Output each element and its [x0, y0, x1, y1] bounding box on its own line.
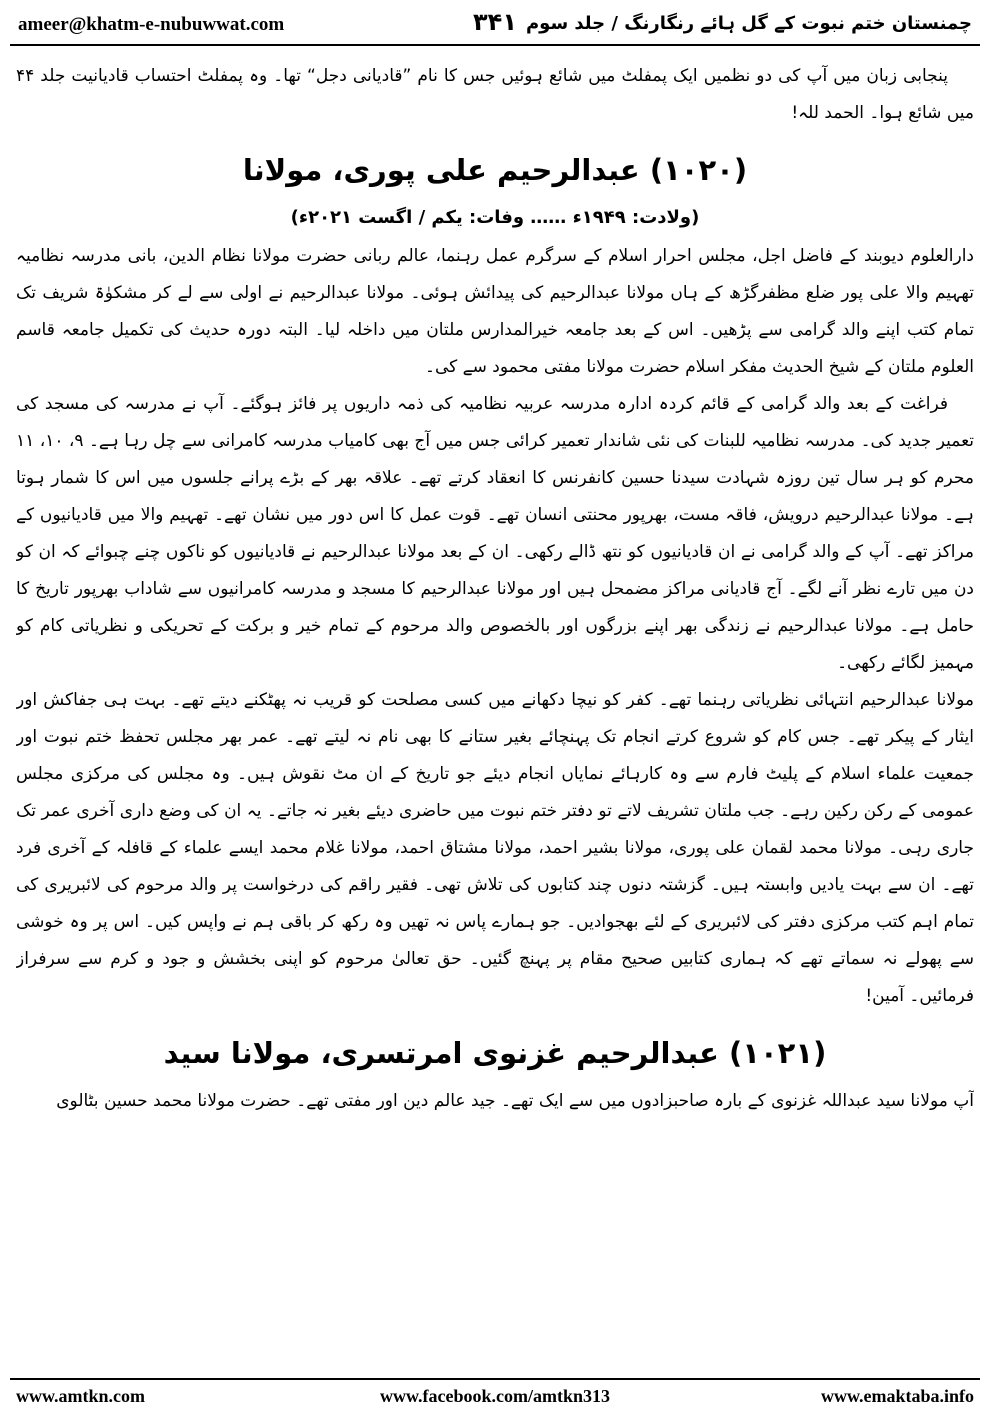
page-header [12, 6, 978, 42]
section-1020-dates: (ولادت: ۱۹۴۹ء …… وفات: یکم / اگست ۲۰۲۱ء) [290, 207, 700, 228]
header-divider [10, 44, 980, 46]
lead-paragraph: پنجابی زبان میں آپ کی دو نظمیں ایک پمفلٹ میں شائع ہوئیں جس کا نام ”قادیانی دجل“ تھا۔ وہ پمفلٹ احتساب قادیانیت جلد ۴۴ میں شائع ہوا۔ الحمد للہ! [16, 66, 974, 123]
section-1020-paragraph-2: فراغت کے بعد والد گرامی کے قائم کردہ ادارہ مدرسہ عربیہ نظامیہ کی ذمہ داریوں پر فائز ہوگئے۔ آپ نے مدرسہ کی مسجد کی تعمیر جدید کی۔ مدرسہ نظامیہ للبنات کی نئی شاندار تعمیر کرائی جس میں آج بھی کامیاب مدرسہ کامرانی سے چل رہا ہے۔ ۹، ۱۰، ۱۱ محرم کو ہر سال تین روزہ شہادت سیدنا حسین کانفرنس کا انعقاد کرتے تھے۔ علاقہ بھر کے بڑے پرانے جلسوں میں اس کا شمار ہوتا ہے۔ مولانا عبدالرحیم درویش، فاقہ مست، بھرپور محنتی انسان تھے۔ قوت عمل کا اس دور میں نشان تھے۔ تھہیم والا میں قادیانیوں کے مراکز تھے۔ آپ کے والد گرامی نے ان قادیانیوں کو نتھ ڈالے رکھی۔ ان کے بعد مولانا عبدالرحیم نے قادیانیوں کو ناکوں چنے چبوائے کہ ان کو دن میں تارے نظر آنے لگے۔ آج قادیانی مراکز مضمحل ہیں اور مولانا عبدالرحیم کا مسجد و مدرسہ کامرانیوں سے شاداب بھرپور تاریخ کا حامل ہے۔ مولانا عبدالرحیم نے زندگی بھر اپنے بزرگوں اور بالخصوص والد مرحوم کے تمام خیر و برکت کے تحریکی و نظریاتی کام کو مہمیز لگائے رکھی۔ [16, 394, 974, 673]
header-email[interactable]: ameer@khatm-e-nubuwwat.com [18, 14, 285, 35]
section-1020-paragraph-3: مولانا عبدالرحیم انتہائی نظریاتی رہنما تھے۔ کفر کو نیچا دکھانے میں کسی مصلحت کو قریب نہ پھٹکنے دیتے تھے۔ بہت ہی جفاکش اور ایثار کے پیکر تھے۔ جس کام کو شروع کرتے انجام تک پہنچائے بغیر ستانے کا بھی نام نہ لیتے تھے۔ عمر بھر مجلس تحفظ ختم نبوت اور جمعیت علماء اسلام کے پلیٹ فارم سے وہ کارہائے نمایاں انجام دیئے جو تاریخ کے ان مٹ نقوش ہیں۔ وہ مجلس کی مرکزی مجلس عمومی کے رکن رکین رہے۔ جب ملتان تشریف لاتے تو دفتر ختم نبوت میں حاضری دیئے بغیر نہ جاتے۔ یہ ان کی وضع داری آخری عمر تک جاری رہی۔ مولانا محمد لقمان علی پوری، مولانا بشیر احمد، مولانا مشتاق احمد، مولانا غلام محمد ایسے علماء کے قافلہ کے آخری فرد تھے۔ ان سے بہت یادیں وابستہ ہیں۔ گزشتہ دنوں چند کتابوں کی تلاش تھی۔ فقیر راقم کی درخواست پر والد مرحوم کی لائبریری کی تمام اہم کتب مرکزی دفتر کی لائبریری کے لئے بھجوادیں۔ جو ہمارے پاس نہ تھیں وہ رکھ کر باقی ہم نے واپس کیں۔ اس پر وہ خوشی سے پھولے نہ سماتے تھے کہ ہماری کتابیں صحیح مقام پر پہنچ گئیں۔ حق تعالیٰ مرحوم کو اپنی بخشش و جود و کرم سے سرفراز فرمائیں۔ آمین! [16, 690, 974, 1006]
section-1021-paragraph-1: آپ مولانا سید عبداللہ غزنوی کے بارہ صاحبزادوں میں سے ایک تھے۔ جید عالم دین اور مفتی تھے۔ حضرت مولانا محمد حسین بٹالوی [56, 1091, 974, 1111]
footer-link-amtkn[interactable]: www.amtkn.com [16, 1386, 145, 1406]
footer-link-facebook[interactable]: www.facebook.com/amtkn313 [380, 1386, 610, 1406]
book-title: چمنستان ختم نبوت کے گل ہائے رنگارنگ / جلد سوم [525, 13, 972, 34]
section-1020-paragraph-1: دارالعلوم دیوبند کے فاضل اجل، مجلس احرار اسلام کے سرگرم عمل رہنما، عالم ربانی حضرت مولانا نظام الدین، بانی مدرسہ نظامیہ تھہیم والا علی پور ضلع مظفرگڑھ کے ہاں مولانا عبدالرحیم کی پیدائش ہوئی۔ مولانا عبدالرحیم نے اولی سے لے کر مشکوٰۃ شریف تک تمام کتب اپنے والد گرامی سے پڑھیں۔ اس کے بعد جامعہ خیرالمدارس ملتان میں داخلہ لیا۔ البتہ دورہ حدیث کی تکمیل جامعہ قاسم العلوم ملتان کے شیخ الحدیث مفکر اسلام حضرت مولانا مفتی محمود سے کی۔ [16, 246, 974, 377]
section-1021-heading: (۱۰۲۱) عبدالرحیم غزنوی امرتسری، مولانا سید [163, 1036, 827, 1070]
section-1020-heading: (۱۰۲۰) عبدالرحیم علی پوری، مولانا [242, 153, 748, 187]
page-footer [16, 1384, 974, 1410]
footer-divider [10, 1378, 980, 1380]
footer-link-emaktaba[interactable]: www.emaktaba.info [820, 1386, 974, 1406]
page-number: ۳۴۱ [473, 8, 517, 36]
page-content [16, 56, 974, 1376]
